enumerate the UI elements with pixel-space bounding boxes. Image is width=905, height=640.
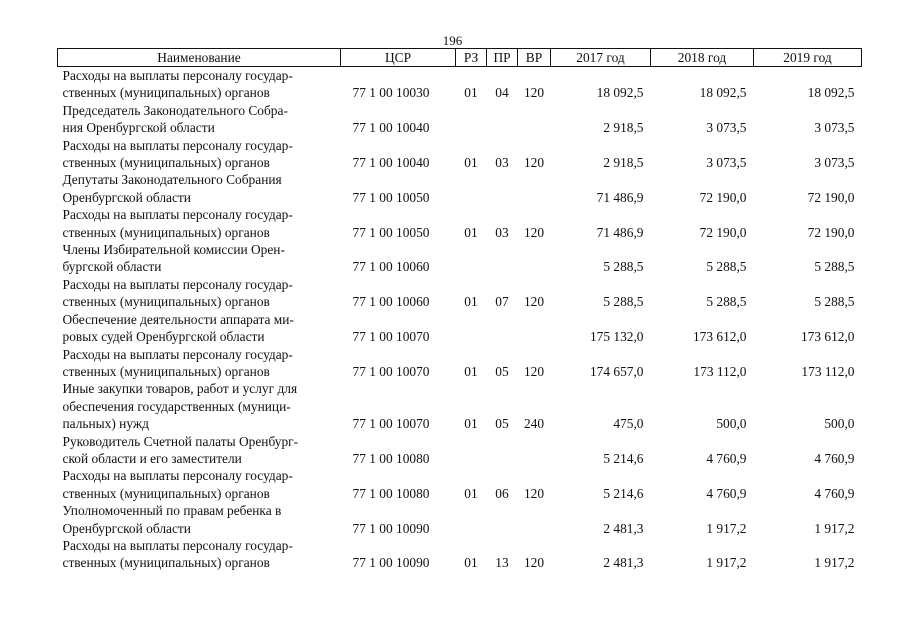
cell-pr: 05	[495, 363, 509, 379]
table-row	[58, 380, 862, 432]
cell-2017: 175 132,0	[589, 329, 644, 345]
cell-2019: 1 917,2	[814, 520, 855, 536]
cell-pr	[487, 502, 518, 537]
cell-rz: 01	[464, 155, 478, 171]
name-line: ственных (муниципальных) органов	[62, 485, 270, 501]
header-pr: ПР	[487, 49, 518, 67]
name-line: Оренбургской области	[62, 189, 191, 205]
cell-name	[58, 241, 341, 276]
cell-name	[58, 276, 341, 311]
cell-vr: 120	[523, 485, 545, 501]
cell-rz	[456, 171, 487, 206]
cell-rz: 01	[464, 485, 478, 501]
name-line: обеспечения государственных (муници-	[62, 398, 291, 414]
cell-2017: 2 918,5	[603, 155, 644, 171]
cell-name	[58, 206, 341, 241]
cell-2017: 2 481,3	[603, 555, 644, 571]
cell-vr: 120	[523, 294, 545, 310]
cell-2017: 5 288,5	[603, 259, 644, 275]
cell-csr: 77 1 00 10060	[352, 294, 430, 310]
cell-name	[58, 502, 341, 537]
cell-name	[58, 102, 341, 137]
cell-2017: 18 092,5	[596, 85, 644, 101]
cell-pr	[487, 433, 518, 468]
cell-csr: 77 1 00 10080	[352, 485, 430, 501]
cell-csr: 77 1 00 10090	[352, 555, 430, 571]
cell-2018: 1 917,2	[706, 520, 747, 536]
cell-2017: 2 918,5	[603, 120, 644, 136]
name-line: ственных (муниципальных) органов	[62, 155, 270, 171]
name-line: Депутаты Законодательного Собрания	[62, 172, 282, 188]
name-line: ственных (муниципальных) органов	[62, 555, 270, 571]
cell-2018: 5 288,5	[706, 259, 747, 275]
cell-2019: 1 917,2	[814, 555, 855, 571]
cell-csr: 77 1 00 10040	[352, 120, 430, 136]
cell-vr: 240	[523, 416, 545, 432]
cell-pr: 07	[495, 294, 509, 310]
cell-name	[58, 171, 341, 206]
cell-vr: 120	[523, 363, 545, 379]
name-line: ственных (муниципальных) органов	[62, 363, 270, 379]
cell-rz	[456, 502, 487, 537]
cell-pr	[487, 171, 518, 206]
header-vr: ВР	[518, 49, 551, 67]
cell-vr	[518, 311, 551, 346]
table-row	[58, 137, 862, 172]
cell-rz: 01	[464, 224, 478, 240]
name-line: Оренбургской области	[62, 520, 191, 536]
cell-vr	[518, 102, 551, 137]
cell-rz	[456, 433, 487, 468]
table-row	[58, 433, 862, 468]
name-line: бургской области	[62, 259, 162, 275]
cell-csr: 77 1 00 10080	[352, 450, 430, 466]
cell-csr: 77 1 00 10070	[352, 329, 430, 345]
cell-pr: 03	[495, 155, 509, 171]
cell-2018: 173 612,0	[692, 329, 747, 345]
cell-rz	[456, 102, 487, 137]
cell-2019: 72 190,0	[807, 224, 855, 240]
cell-vr	[518, 171, 551, 206]
cell-2019: 5 288,5	[814, 259, 855, 275]
cell-2018: 173 112,0	[693, 363, 747, 379]
cell-pr: 05	[495, 416, 509, 432]
cell-2019: 3 073,5	[814, 155, 855, 171]
cell-csr: 77 1 00 10050	[352, 189, 430, 205]
table-row	[58, 311, 862, 346]
header-2017: 2017 год	[551, 49, 651, 67]
cell-vr	[518, 433, 551, 468]
name-line: Расходы на выплаты персоналу государ-	[62, 276, 293, 292]
table-row	[58, 67, 862, 102]
name-line: ровых судей Оренбургской области	[62, 329, 265, 345]
cell-csr: 77 1 00 10030	[352, 85, 430, 101]
cell-2019: 3 073,5	[814, 120, 855, 136]
cell-2018: 500,0	[716, 416, 747, 432]
cell-2018: 72 190,0	[699, 224, 747, 240]
cell-pr	[487, 311, 518, 346]
name-line: ственных (муниципальных) органов	[62, 294, 270, 310]
name-line: ственных (муниципальных) органов	[62, 224, 270, 240]
table-row	[58, 467, 862, 502]
cell-pr	[487, 241, 518, 276]
name-line: Обеспечение деятельности аппарата ми-	[62, 311, 294, 327]
cell-2017: 5 288,5	[603, 294, 644, 310]
cell-pr: 13	[495, 555, 509, 571]
cell-2019: 4 760,9	[814, 485, 855, 501]
cell-rz: 01	[464, 416, 478, 432]
cell-pr: 06	[495, 485, 509, 501]
table-row	[58, 346, 862, 381]
cell-2018: 18 092,5	[699, 85, 747, 101]
cell-rz: 01	[464, 363, 478, 379]
header-2019: 2019 год	[754, 49, 862, 67]
cell-2017: 71 486,9	[596, 224, 644, 240]
header-name: Наименование	[58, 49, 341, 67]
cell-2018: 3 073,5	[706, 155, 747, 171]
cell-2018: 5 288,5	[706, 294, 747, 310]
header-csr: ЦСР	[341, 49, 456, 67]
cell-2018: 3 073,5	[706, 120, 747, 136]
cell-2019: 173 612,0	[800, 329, 855, 345]
table-body	[58, 67, 862, 572]
cell-csr: 77 1 00 10070	[352, 416, 430, 432]
name-line: Председатель Законодательного Собра-	[62, 102, 288, 118]
cell-name	[58, 433, 341, 468]
cell-csr: 77 1 00 10070	[352, 363, 430, 379]
table-header-row	[58, 49, 862, 67]
cell-2019: 72 190,0	[807, 189, 855, 205]
cell-2019: 500,0	[824, 416, 855, 432]
name-line: Члены Избирательной комиссии Орен-	[62, 242, 285, 258]
cell-rz	[456, 311, 487, 346]
name-line: Руководитель Счетной палаты Оренбург-	[62, 433, 299, 449]
cell-name	[58, 137, 341, 172]
cell-pr	[487, 102, 518, 137]
cell-vr: 120	[523, 555, 545, 571]
cell-2018: 4 760,9	[706, 485, 747, 501]
table-row	[58, 502, 862, 537]
name-line: Расходы на выплаты персоналу государ-	[62, 468, 293, 484]
budget-table	[57, 48, 862, 572]
table-row	[58, 102, 862, 137]
table-row	[58, 537, 862, 572]
cell-rz: 01	[464, 555, 478, 571]
cell-name	[58, 467, 341, 502]
table-row	[58, 276, 862, 311]
cell-vr: 120	[523, 155, 545, 171]
name-line: ской области и его заместители	[62, 450, 242, 466]
cell-name	[58, 380, 341, 432]
name-line: Расходы на выплаты персоналу государ-	[62, 537, 293, 553]
cell-vr	[518, 241, 551, 276]
cell-name	[58, 537, 341, 572]
cell-vr: 120	[523, 224, 545, 240]
cell-2018: 1 917,2	[706, 555, 747, 571]
header-2018: 2018 год	[651, 49, 754, 67]
cell-name	[58, 67, 341, 102]
cell-csr: 77 1 00 10090	[352, 520, 430, 536]
cell-2018: 72 190,0	[699, 189, 747, 205]
header-rz: РЗ	[456, 49, 487, 67]
cell-csr: 77 1 00 10060	[352, 259, 430, 275]
cell-2017: 5 214,6	[603, 450, 644, 466]
cell-2017: 174 657,0	[589, 363, 644, 379]
table-row	[58, 206, 862, 241]
cell-csr: 77 1 00 10040	[352, 155, 430, 171]
cell-name	[58, 346, 341, 381]
cell-pr: 03	[495, 224, 509, 240]
cell-rz	[456, 241, 487, 276]
name-line: ственных (муниципальных) органов	[62, 85, 270, 101]
cell-2017: 2 481,3	[603, 520, 644, 536]
cell-2019: 5 288,5	[814, 294, 855, 310]
cell-2017: 475,0	[613, 416, 644, 432]
page-number: 196	[442, 33, 463, 48]
name-line: Расходы на выплаты персоналу государ-	[62, 68, 293, 83]
name-line: Уполномоченный по правам ребенка в	[62, 503, 282, 519]
cell-vr: 120	[523, 85, 545, 101]
cell-rz: 01	[464, 294, 478, 310]
cell-csr: 77 1 00 10050	[352, 224, 430, 240]
table-row	[58, 241, 862, 276]
name-line: Расходы на выплаты персоналу государ-	[62, 207, 293, 223]
cell-pr: 04	[495, 85, 509, 101]
cell-2019: 18 092,5	[807, 85, 855, 101]
cell-2017: 5 214,6	[603, 485, 644, 501]
cell-vr	[518, 502, 551, 537]
cell-rz: 01	[464, 85, 478, 101]
name-line: Иные закупки товаров, работ и услуг для	[62, 381, 298, 397]
name-line: ния Оренбургской области	[62, 120, 215, 136]
name-line: Расходы на выплаты персоналу государ-	[62, 346, 293, 362]
cell-2019: 173 112,0	[801, 363, 855, 379]
table-row	[58, 171, 862, 206]
name-line: Расходы на выплаты персоналу государ-	[62, 137, 293, 153]
cell-name	[58, 311, 341, 346]
cell-2019: 4 760,9	[814, 450, 855, 466]
cell-2018: 4 760,9	[706, 450, 747, 466]
cell-2017: 71 486,9	[596, 189, 644, 205]
name-line: пальных) нужд	[62, 416, 149, 432]
